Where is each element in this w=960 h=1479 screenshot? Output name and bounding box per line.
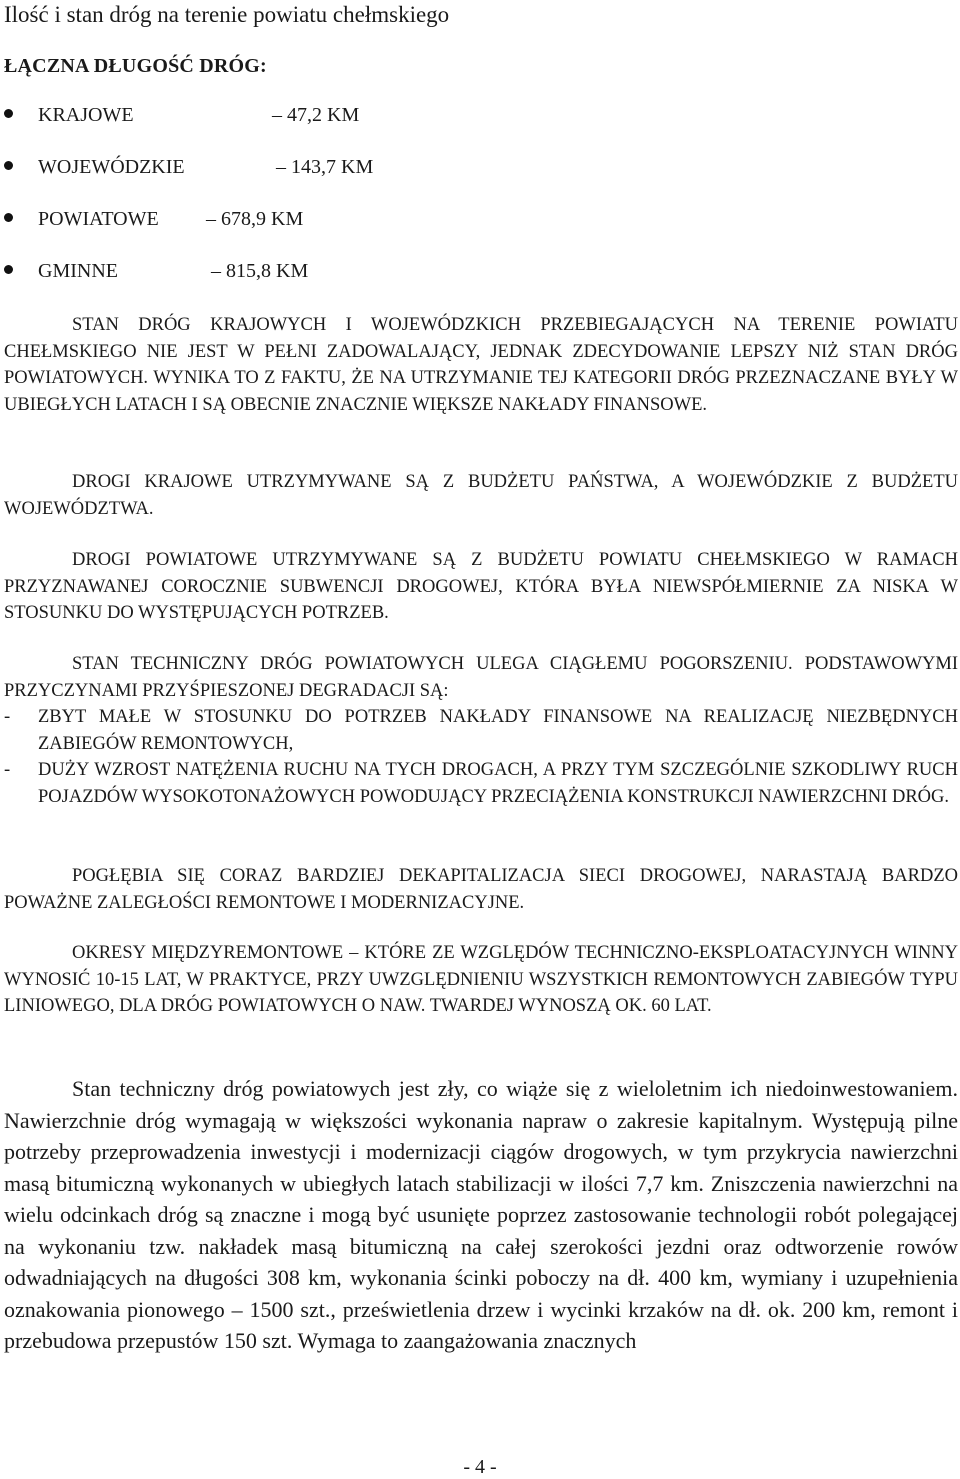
road-category: GMINNE bbox=[38, 260, 118, 282]
list-item-text: ZBYT MAŁE W STOSUNKU DO POTRZEB NAKŁADY FINANSOWE NA REALIZACJĘ NIEZBĘDNYCH ZABIEGÓW REMONTOWYCH, bbox=[38, 707, 958, 754]
road-length: – 47,2 KM bbox=[272, 104, 360, 126]
paragraph-funding-sources: DROGI KRAJOWE UTRZYMYWANE SĄ Z BUDŻETU PAŃSTWA, A WOJEWÓDZKIE Z BUDŻETU WOJEWÓDZTWA. bbox=[4, 472, 958, 519]
list-item-text: DUŻY WZROST NATĘŻENIA RUCHU NA TYCH DROGACH, A PRZY TYM SZCZEGÓLNIE SZKODLIWY RUCH POJAZDÓW WYSOKOTONAŻOWYCH POWODUJĄCY PRZECIĄŻENIA KONSTRUKCJI NAWIERZCHNI DRÓG. bbox=[38, 760, 958, 807]
road-length-list bbox=[4, 104, 404, 312]
road-length: – 143,7 KM bbox=[276, 156, 374, 178]
road-category: KRAJOWE bbox=[38, 104, 134, 126]
bullet-icon bbox=[4, 265, 13, 274]
paragraph-degradation: STAN TECHNICZNY DRÓG POWIATOWYCH ULEGA CIĄGŁEMU POGORSZENIU. PODSTAWOWYMI PRZYCZYNAMI PRZYŚPIESZONEJ DEGRADACJI SĄ: bbox=[4, 654, 958, 701]
bullet-icon bbox=[4, 213, 13, 222]
dash-marker: - bbox=[4, 760, 11, 780]
road-item-powiatowe bbox=[4, 208, 404, 260]
paragraph-decapitalization: POGŁĘBIA SIĘ CORAZ BARDZIEJ DEKAPITALIZACJA SIECI DROGOWEJ, NARASTAJĄ BARDZO POWAŻNE ZALEGŁOŚCI REMONTOWE I MODERNIZACYJNE. bbox=[4, 866, 958, 913]
page-title: Ilość i stan dróg na terenie powiatu chełmskiego bbox=[4, 2, 450, 27]
road-category: WOJEWÓDZKIE bbox=[38, 156, 185, 178]
paragraph-repair-intervals: OKRESY MIĘDZYREMONTOWE – KTÓRE ZE WZGLĘDÓW TECHNICZNO-EKSPLOATACYJNYCH WINNY WYNOSIĆ 10-15 LAT, W PRAKTYCE, PRZY UWZGLĘDNIENIU WSZYSTKICH REMONTOWYCH ZABIEGÓW TYPU LINIOWEGO, DLA DRÓG POWIATOWYCH O NAW. TWARDEJ WYNOSZĄ OK. 60 LAT. bbox=[4, 943, 958, 1016]
road-length: – 815,8 KM bbox=[211, 260, 309, 282]
paragraph-technical-state: Stan techniczny dróg powiatowych jest zły, co wiąże się z wieloletnim ich niedoinwestowaniem. Nawierzchnie dróg wymagają w większości wykonania napraw o zakresie kapitalnym. Występują pilne potrzeby przeprowadzenia inwestycji i modernizacji ciągów drogowych, w tym przykrycia nawierzchni masą bitumiczną wykonanych w ubiegłych latach stabilizacji w ilości 7,7 km. Zniszczenia nawierzchni na wielu odcinkach dróg są znaczne i mogą być usunięte poprzez zastosowanie technologii robót polegającej na wykonaniu tzw. nakładek masą bitumiczną na całej szerokości jezdni oraz odtworzenie rowów odwadniających na długości 308 km, wykonania ścinki poboczy na dł. 400 km, wymiany i uzupełnienia oznakowania pionowego – 1500 szt., prześwietlenia drzew i wycinki krzaków na dł. ok. 200 km, remont i przebudowa przepustów 150 szt. Wymaga to zaangażowania znacznych bbox=[4, 1076, 958, 1353]
road-item-gminne bbox=[4, 260, 404, 312]
road-category: POWIATOWE bbox=[38, 208, 159, 230]
road-item-wojewodzkie bbox=[4, 156, 404, 208]
bullet-icon bbox=[4, 109, 13, 118]
list-item bbox=[4, 704, 958, 757]
list-item bbox=[4, 757, 958, 810]
bullet-icon bbox=[4, 161, 13, 170]
section-heading: ŁĄCZNA DŁUGOŚĆ DRÓG: bbox=[4, 55, 267, 77]
road-length: – 678,9 KM bbox=[206, 208, 304, 230]
paragraph-road-condition: STAN DRÓG KRAJOWYCH I WOJEWÓDZKICH PRZEBIEGAJĄCYCH NA TERENIE POWIATU CHEŁMSKIEGO NIE JEST W PEŁNI ZADOWALAJĄCY, JEDNAK ZDECYDOWANIE LEPSZY NIŻ STAN DRÓG POWIATOWYCH. WYNIKA TO Z FAKTU, ŻE NA UTRZYMANIE TEJ KATEGORII DRÓG PRZEZNACZANE BYŁY W UBIEGŁYCH LATACH I SĄ OBECNIE ZNACZNIE WIĘKSZE NAKŁADY FINANSOWE. bbox=[4, 315, 958, 415]
page-number: - 4 - bbox=[463, 1456, 497, 1478]
paragraph-county-funding: DROGI POWIATOWE UTRZYMYWANE SĄ Z BUDŻETU POWIATU CHEŁMSKIEGO W RAMACH PRZYZNAWANEJ COROCZNIE SUBWENCJI DROGOWEJ, KTÓRA BYŁA NIEWSPÓŁMIERNIE ZA NISKA W STOSUNKU DO WYSTĘPUJĄCYCH POTRZEB. bbox=[4, 550, 958, 623]
road-item-krajowe bbox=[4, 104, 404, 156]
dash-marker: - bbox=[4, 707, 11, 727]
degradation-causes-list bbox=[4, 704, 958, 810]
